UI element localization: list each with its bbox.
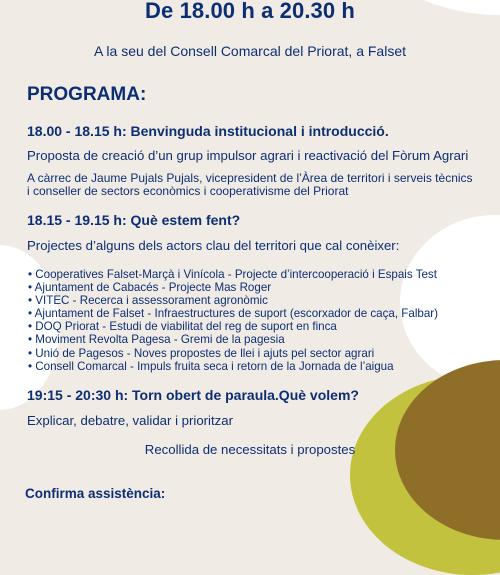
list-item: • Moviment Revolta Pagesa - Gremi de la pagesia	[28, 333, 438, 346]
list-item: • Unió de Pagesos - Noves propostes de llei i ajuts pel sector agrari	[28, 347, 438, 360]
list-item: • Ajuntament de Cabacés - Projecte Mas Roger	[28, 281, 438, 294]
event-time: De 18.00 h a 20.30 h	[145, 0, 355, 23]
list-item: • Consell Comarcal - Impuls fruita seca i retorn de la Jornada de l’aigua	[28, 360, 438, 373]
slot-1-note-line-2: i conseller de sectors econòmics i cooperativisme del Priorat	[27, 184, 349, 198]
slot-1-heading: 18.00 - 18.15 h: Benvinguda institucional i introducció.	[27, 123, 389, 139]
list-item: • VITEC - Recerca i assessorament agronòmic	[28, 294, 438, 307]
slot-1-text: Proposta de creació d’un grup impulsor agrari i reactivació del Fòrum Agrari	[27, 148, 469, 163]
programa-title: PROGRAMA:	[27, 84, 147, 105]
list-item: • Ajuntament de Falset - Infraestructures de suport (escorxador de caça, Falbar)	[28, 307, 438, 320]
slot-2-text: Projectes d’alguns dels actors clau del territori que cal conèixer:	[27, 238, 400, 253]
slot-2-heading: 18.15 - 19.15 h: Què estem fent?	[27, 212, 241, 228]
slot-1-note-line-1: A càrrec de Jaume Pujals Pujals, vicepresident de l’Àrea de territori i serveis tècnics	[27, 171, 473, 185]
slot-3-closing: Recollida de necessitats i propostes	[144, 442, 356, 457]
list-item: • DOQ Priorat - Estudi de viabilitat del reg de suport en finca	[28, 320, 438, 333]
event-venue: A la seu del Consell Comarcal del Priorat, a Falset	[93, 43, 407, 59]
confirm-attendance: Confirma assistència:	[25, 486, 166, 501]
slot-3-heading: 19:15 - 20:30 h: Torn obert de paraula.Què volem?	[27, 387, 359, 403]
actors-list	[28, 268, 438, 373]
slot-3-text: Explicar, debatre, validar i prioritzar	[27, 413, 233, 428]
list-item: • Cooperatives Falset-Marçà i Vinícola - Projecte d’intercooperació i Espais Test	[28, 268, 438, 281]
